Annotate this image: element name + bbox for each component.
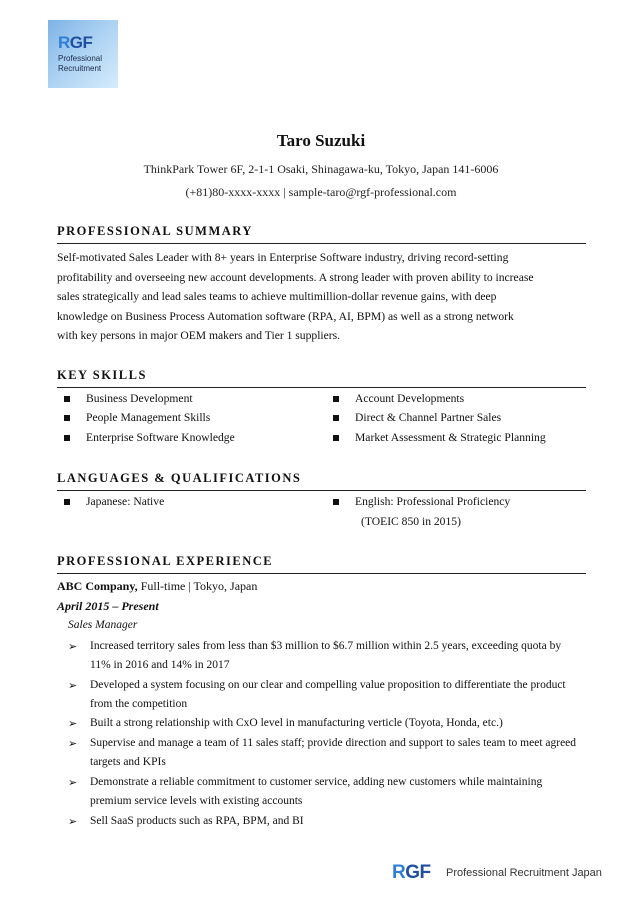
divider	[57, 573, 586, 574]
employment-period: April 2015 – Present	[57, 599, 159, 613]
skill-item: People Management Skills	[86, 411, 211, 424]
rgf-logo	[48, 20, 118, 88]
bullet-line: from the competition	[90, 698, 188, 711]
bullet-square-icon	[333, 435, 339, 441]
experience-bullet	[90, 714, 586, 733]
bullet-line: Sell SaaS products such as RPA, BPM, and BI	[90, 815, 304, 827]
bullet-line: premium service levels with existing accounts	[90, 795, 303, 808]
experience-bullet	[90, 734, 586, 772]
bullet-square-icon	[64, 415, 70, 421]
bullet-square-icon	[333, 415, 339, 421]
company-name: ABC Company,	[57, 579, 138, 593]
bullet-square-icon	[333, 396, 339, 402]
divider	[57, 243, 586, 244]
bullet-square-icon	[64, 499, 70, 505]
arrow-bullet-icon: ➢	[68, 679, 78, 692]
contact-info: (+81)80-xxxx-xxxx | sample-taro@rgf-professional.com	[185, 185, 457, 199]
bullet-line: Developed a system focusing on our clear and compelling value proposition to differentiate the product	[90, 679, 566, 691]
arrow-bullet-icon: ➢	[68, 737, 78, 750]
bullet-line: 11% in 2016 and 14% in 2017	[90, 659, 230, 672]
summary-line: with key persons in major OEM makers and Tier 1 suppliers.	[57, 329, 341, 342]
skill-item: Market Assessment & Strategic Planning	[355, 431, 546, 444]
bullet-line: Demonstrate a reliable commitment to customer service, adding new customers while maintaining	[90, 776, 543, 788]
logo-subtitle-line1: Professional	[58, 54, 103, 63]
skill-item: Business Development	[86, 392, 193, 405]
skill-item: Enterprise Software Knowledge	[86, 431, 235, 444]
address: ThinkPark Tower 6F, 2-1-1 Osaki, Shinagawa-ku, Tokyo, Japan 141-6006	[143, 162, 499, 176]
footer-logo-text: Professional Recruitment Japan	[446, 867, 602, 879]
section-title-skills: KEY SKILLS	[57, 368, 147, 382]
experience-bullet	[90, 812, 586, 831]
bullet-line: Supervise and manage a team of 11 sales staff; provide direction and support to sales team to meet agreed	[90, 737, 577, 749]
skill-item: Direct & Channel Partner Sales	[355, 411, 502, 424]
employer-line	[57, 579, 257, 594]
rgf-logo-subtitle	[58, 54, 118, 74]
arrow-bullet-icon: ➢	[68, 717, 78, 730]
arrow-bullet-icon: ➢	[68, 640, 78, 653]
bullet-square-icon	[64, 435, 70, 441]
bullet-square-icon	[333, 499, 339, 505]
bullet-line: Built a strong relationship with CxO level in manufacturing verticle (Toyota, Honda, etc.)	[90, 717, 503, 729]
arrow-bullet-icon: ➢	[68, 776, 78, 789]
experience-bullet	[90, 637, 586, 675]
divider	[57, 387, 586, 388]
section-title-summary: PROFESSIONAL SUMMARY	[57, 224, 253, 238]
company-detail: Full-time | Tokyo, Japan	[137, 579, 258, 593]
summary-line: profitability and overseeing new account developments. A strong leader with proven ability to increase	[57, 270, 534, 284]
skill-item: Account Developments	[355, 392, 465, 405]
rgf-logo-mark: RGF	[58, 33, 93, 52]
section-title-languages: LANGUAGES & QUALIFICATIONS	[57, 471, 302, 485]
footer-logo-mark: RGF	[392, 862, 431, 883]
summary-line: knowledge on Business Process Automation software (RPA, AI, BPM) as well as a strong network	[57, 309, 514, 323]
arrow-bullet-icon: ➢	[68, 815, 78, 828]
bullet-line: targets and KPIs	[90, 756, 166, 769]
summary-line: Self-motivated Sales Leader with 8+ years in Enterprise Software industry, driving record-setting	[57, 251, 509, 264]
language-item: English: Professional Proficiency	[355, 495, 511, 508]
summary-paragraph	[57, 248, 586, 346]
bullet-line: Increased territory sales from less than $3 million to $6.7 million within 2.5 years, exceeding quota by	[90, 640, 562, 652]
bullet-square-icon	[64, 396, 70, 402]
section-title-experience: PROFESSIONAL EXPERIENCE	[57, 554, 274, 568]
divider	[57, 490, 586, 491]
experience-bullet	[90, 773, 586, 811]
language-item: Japanese: Native	[86, 495, 165, 508]
summary-line: sales strategically and lead sales teams to achieve multimillion-dollar revenue gains, with deep	[57, 290, 497, 303]
qualification-detail: (TOEIC 850 in 2015)	[361, 515, 461, 528]
job-title: Sales Manager	[68, 619, 138, 631]
candidate-name: Taro Suzuki	[276, 131, 366, 150]
experience-bullet	[90, 676, 586, 714]
logo-subtitle-line2: Recruitment	[58, 64, 102, 73]
